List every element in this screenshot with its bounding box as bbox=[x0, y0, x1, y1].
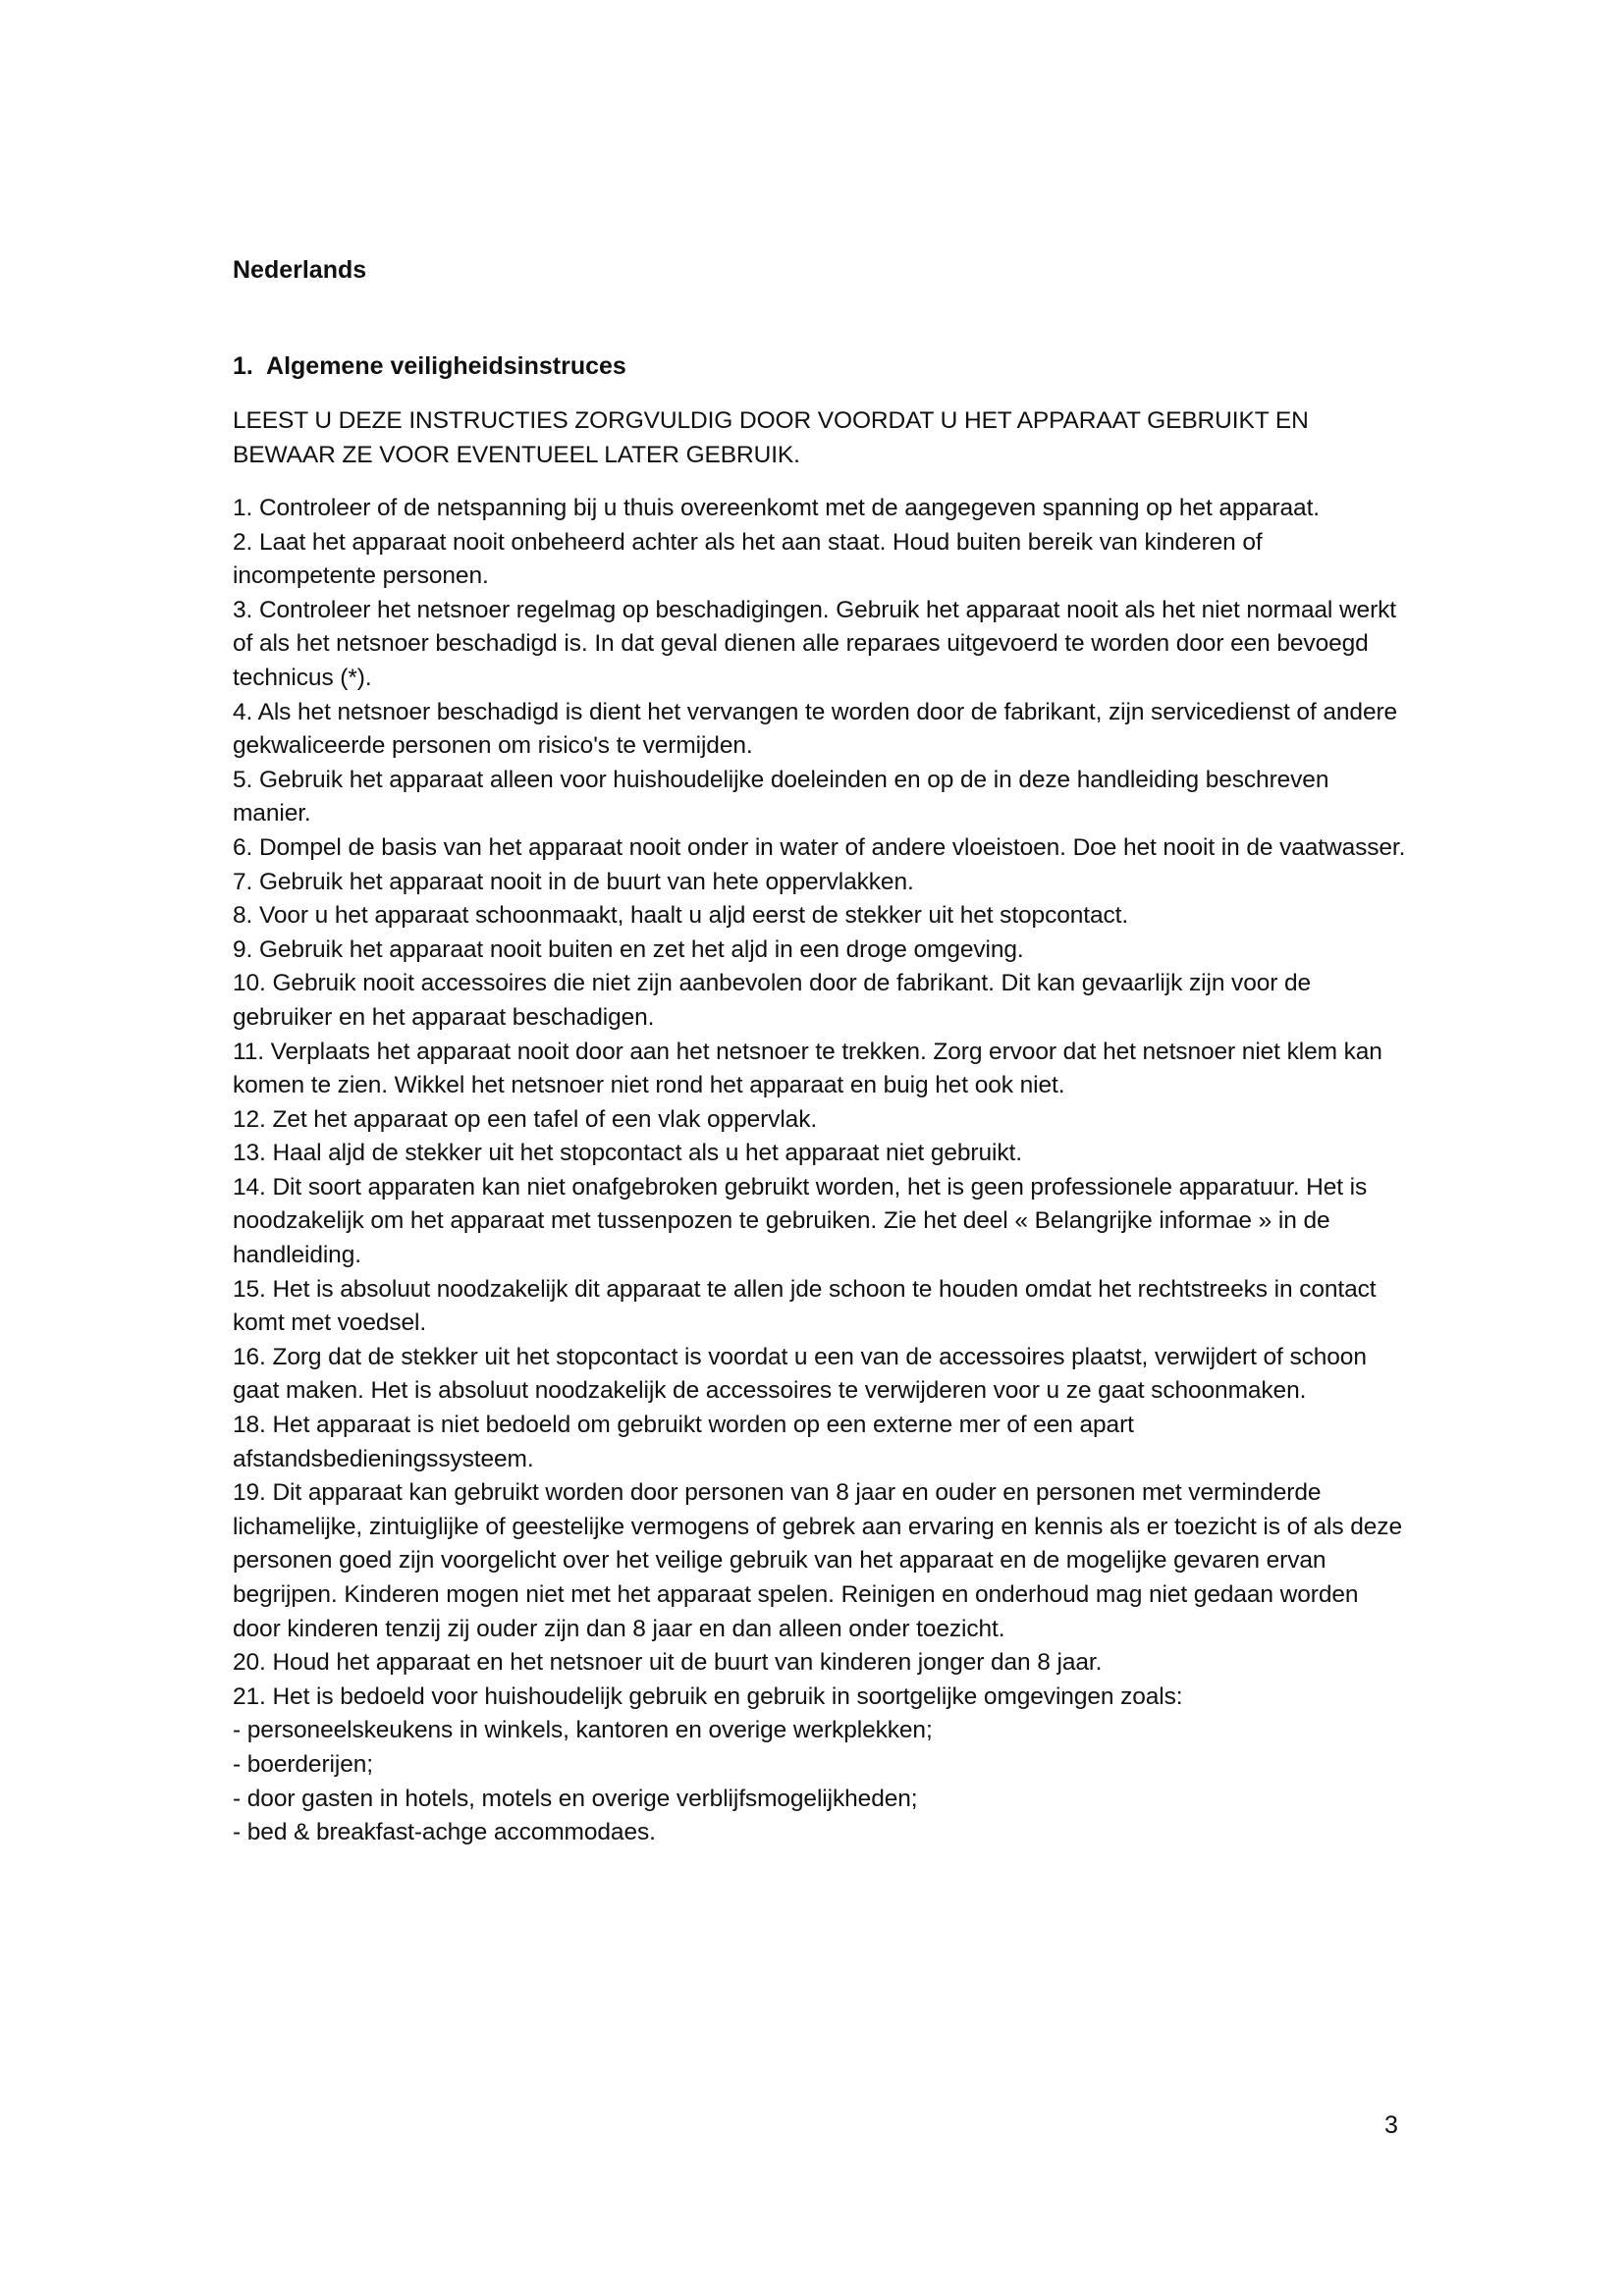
instruction-item: 13. Haal aljd de stekker uit het stopcontact als u het apparaat niet gebruikt. bbox=[233, 1140, 1022, 1167]
instruction-item: 21. Het is bedoeld voor huishoudelijk gebruik en gebruik in soortgelijke omgevingen zoals: bbox=[233, 1682, 1183, 1710]
instruction-item: 15. Het is absoluut noodzakelijk dit apparaat te allen jde schoon te houden omdat het rechtstreeks in contact komt met voedsel. bbox=[233, 1275, 1377, 1337]
instruction-item: 16. Zorg dat de stekker uit het stopcontact is voordat u een van de accessoires plaatst, verwijdert of schoon gaat maken. Het is absoluut noodzakelijk de accessoires te verwijderen voor u ze gaat schoonmaken. bbox=[233, 1343, 1367, 1405]
instruction-item: 14. Dit soort apparaten kan niet onafgebroken gebruikt worden, het is geen professionele apparatuur. Het is noodzakelijk om het apparaat met tussenpozen te gebruiken. Zie het deel « Belangrijke informae » in de handleiding. bbox=[233, 1173, 1368, 1269]
page-number: 3 bbox=[1384, 2111, 1398, 2139]
document-page bbox=[233, 253, 1411, 1850]
instruction-list bbox=[233, 492, 1411, 1850]
instruction-item: 20. Houd het apparaat en het netsnoer uit de buurt van kinderen jonger dan 8 jaar. bbox=[233, 1649, 1103, 1677]
instruction-item: 3. Controleer het netsnoer regelmag op beschadigingen. Gebruik het apparaat nooit als het niet normaal werkt of als het netsnoer beschadigd is. In dat geval dienen alle reparaes uitgevoerd te worden door een bevoegd technicus (*). bbox=[233, 596, 1396, 691]
instruction-item: 7. Gebruik het apparaat nooit in de buurt van hete oppervlakken. bbox=[233, 868, 914, 895]
bullet-item: - personeelskeukens in winkels, kantoren en overige werkplekken; bbox=[233, 1717, 933, 1744]
bullet-item: - bed & breakfast-achge accommodaes. bbox=[233, 1819, 656, 1846]
instruction-item: 18. Het apparaat is niet bedoeld om gebruikt worden op een externe mer of een apart afstandsbedieningssysteem. bbox=[233, 1412, 1134, 1472]
instruction-item: 6. Dompel de basis van het apparaat nooit onder in water of andere vloeistoen. Doe het nooit in de vaatwasser. bbox=[233, 833, 1406, 861]
instruction-item: 12. Zet het apparaat op een tafel of een vlak oppervlak. bbox=[233, 1105, 818, 1133]
instruction-item: 11. Verplaats het apparaat nooit door aan het netsnoer te trekken. Zorg ervoor dat het netsnoer niet klem kan komen te zien. Wikkel het netsnoer niet rond het apparaat en buig het ook niet. bbox=[233, 1038, 1382, 1099]
instruction-item: 2. Laat het apparaat nooit onbeheerd achter als het aan staat. Houd buiten bereik van kinderen of incompetente personen. bbox=[233, 528, 1263, 590]
section-number: 1. bbox=[233, 352, 253, 380]
instruction-item: 8. Voor u het apparaat schoonmaakt, haalt u aljd eerst de stekker uit het stopcontact. bbox=[233, 902, 1129, 930]
section-title bbox=[233, 349, 1411, 383]
section-title-text: Algemene veiligheidsinstruces bbox=[266, 352, 626, 380]
instruction-item: 4. Als het netsnoer beschadigd is dient het vervangen te worden door de fabrikant, zijn servicedienst of andere gekwaliceerde personen om risico's te vermijden. bbox=[233, 698, 1398, 760]
bullet-item: - boerderijen; bbox=[233, 1750, 373, 1778]
instruction-item: 1. Controleer of de netspanning bij u thuis overeenkomt met de aangegeven spanning op het apparaat. bbox=[233, 495, 1320, 521]
intro-warning: LEEST U DEZE INSTRUCTIES ZORGVULDIG DOOR VOORDAT U HET APPARAAT GEBRUIKT EN BEWAAR ZE VOOR EVENTUEEL LATER GEBRUIK. bbox=[233, 407, 1309, 468]
bullet-item: - door gasten in hotels, motels en overige verblijfsmogelijkheden; bbox=[233, 1785, 918, 1812]
instruction-item: 5. Gebruik het apparaat alleen voor huishoudelijke doeleinden en op de in deze handleiding beschreven manier. bbox=[233, 766, 1329, 828]
instruction-item: 9. Gebruik het apparaat nooit buiten en zet het aljd in een droge omgeving. bbox=[233, 935, 1024, 963]
instruction-item: 10. Gebruik nooit accessoires die niet zijn aanbevolen door de fabrikant. Dit kan gevaarlijk zijn voor de gebruiker en het apparaat beschadigen. bbox=[233, 970, 1312, 1031]
language-heading: Nederlands bbox=[233, 256, 367, 284]
instruction-item: 19. Dit apparaat kan gebruikt worden door personen van 8 jaar en ouder en personen met verminderde lichamelijke, zintuiglijke of geestelijke vermogens of gebrek aan ervaring en kennis als er toezicht is of als deze personen goed zijn voorgelicht over het veilige gebruik van het apparaat en de mogelijke gevaren ervan begrijpen. Kinderen mogen niet met het apparaat spelen. Reinigen en onderhoud mag niet gedaan worden door kinderen tenzij zij ouder zijn dan 8 jaar en dan alleen onder toezicht. bbox=[233, 1479, 1402, 1642]
